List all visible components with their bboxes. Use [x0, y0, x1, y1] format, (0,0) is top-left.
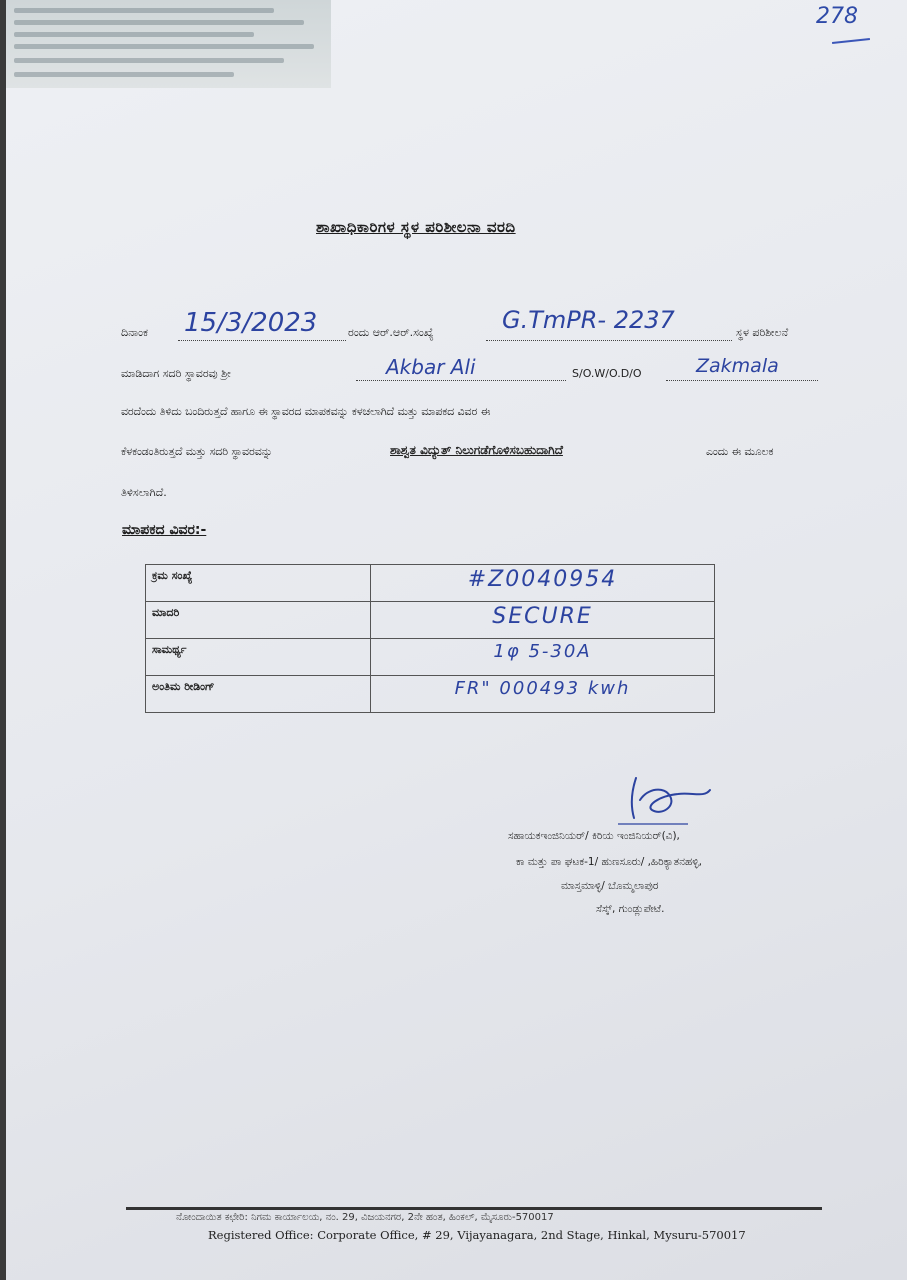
line2-start: ಮಾಡಿದಾಗ ಸದರಿ ಸ್ಥಾವರವು ಶ್ರೀ	[121, 367, 231, 380]
handwritten-signature	[618, 770, 728, 830]
model-value: SECURE	[371, 602, 715, 639]
name-blank	[356, 380, 566, 381]
signatory-office: ಸೆಸ್ಕ್, ಗುಂಡ್ಲುಪೇಟೆ.	[596, 903, 665, 915]
signatory-section: ಮಾಸ್ತಮಾಳ್ಳಿ/ ಬೊಮ್ಮಲಾಪುರ	[561, 880, 659, 892]
handwritten-rr-number: G.TmPR- 2237	[502, 306, 675, 334]
line1-end: ಸ್ಥಳ ಪರಿಶೀಲನೆ	[736, 326, 789, 339]
underlying-sheet-corner	[6, 0, 331, 88]
signatory-designation: ಸಹಾಯಕಇಂಜಿನಿಯರ್/ ಕಿರಿಯ ಇಂಜಿನಿಯರ್(ವಿ),	[508, 830, 680, 842]
footer-english-address: Registered Office: Corporate Office, # 29, Vijayanagara, 2nd Stage, Hinkal, Mysuru-570017	[208, 1228, 746, 1242]
footer-divider	[126, 1207, 822, 1210]
line4-start: ಕೆಳಕಂಡಂತಿರುತ್ತದೆ ಮತ್ತು ಸದರಿ ಸ್ಥಾವರವನ್ನು	[121, 445, 273, 458]
rr-label: ರಂದು ಆರ್.ಆರ್.ಸಂಖ್ಯೆ	[348, 326, 434, 339]
meter-details-heading: ಮಾಪಕದ ವಿವರ:-	[122, 522, 207, 538]
handwritten-page-number: 278	[816, 4, 858, 29]
table-row	[146, 602, 715, 639]
document-title: ಶಾಖಾಧಿಕಾರಿಗಳ ಸ್ಥಳ ಪರಿಶೀಲನಾ ವರದಿ	[316, 218, 516, 236]
rr-blank	[486, 340, 732, 341]
model-label: ಮಾದರಿ	[146, 602, 371, 639]
handwritten-consumer-name: Akbar Ali	[386, 355, 476, 379]
table-row	[146, 565, 715, 602]
table-row	[146, 676, 715, 713]
document-page	[6, 0, 907, 1280]
line5: ತಿಳಿಸಲಾಗಿದೆ.	[121, 486, 167, 499]
capacity-value: 1φ 5-30A	[371, 639, 715, 676]
table-row	[146, 639, 715, 676]
page-number-underline	[832, 38, 870, 44]
handwritten-date: 15/3/2023	[184, 308, 318, 338]
serial-number-label: ಕ್ರಮ ಸಂಖ್ಯೆ	[146, 565, 371, 602]
capacity-label: ಸಾಮರ್ಥ್ಯ	[146, 639, 371, 676]
footer-kannada-address: ನೋಂದಾಯಿತ ಕಛೇರಿ: ನಿಗಮ ಕಾರ್ಯಾಲಯ, ನಂ. 29, ವಿಜಯನಗರ, 2ನೇ ಹಂತ, ಹಿಂಕಲ್, ಮೈಸೂರು-570017	[176, 1212, 554, 1223]
line3: ವರದೆಂದು ತಿಳಿದು ಬಂದಿರುತ್ತದೆ ಹಾಗೂ ಈ ಸ್ಥಾವರದ ಮಾಪಕವನ್ನು ಕಳಚಲಾಗಿದೆ ಮತ್ತು ಮಾಪಕದ ವಿವರ ಈ	[121, 405, 490, 418]
meter-details-table	[145, 564, 715, 713]
dated-label: ದಿನಾಂಕ	[121, 326, 148, 339]
relation-label: S/O.W/O.D/O	[572, 367, 642, 380]
line4-end: ಎಂದು ಈ ಮೂಲಕ	[706, 445, 774, 458]
date-blank	[178, 340, 346, 341]
permanent-disconnection-text: ಶಾಶ್ವತ ವಿದ್ಯುತ್ ನಿಲುಗಡೆಗೊಳಿಸಬಹುದಾಗಿದೆ	[390, 443, 563, 457]
serial-number-value: #Z0040954	[371, 565, 715, 602]
relation-blank	[666, 380, 818, 381]
final-reading-value: FR" 000493 kwh	[371, 676, 715, 713]
final-reading-label: ಅಂತಿಮ ರೀಡಿಂಗ್	[146, 676, 371, 713]
signatory-unit: ಕಾ ಮತ್ತು ಪಾ ಘಟಕ-1/ ಹುಣಸೂರು/ ,ಹಿರಿಕ್ಯಾತನಹಳ್ಳಿ,	[516, 856, 702, 868]
handwritten-relation-name: Zakmala	[696, 355, 779, 377]
